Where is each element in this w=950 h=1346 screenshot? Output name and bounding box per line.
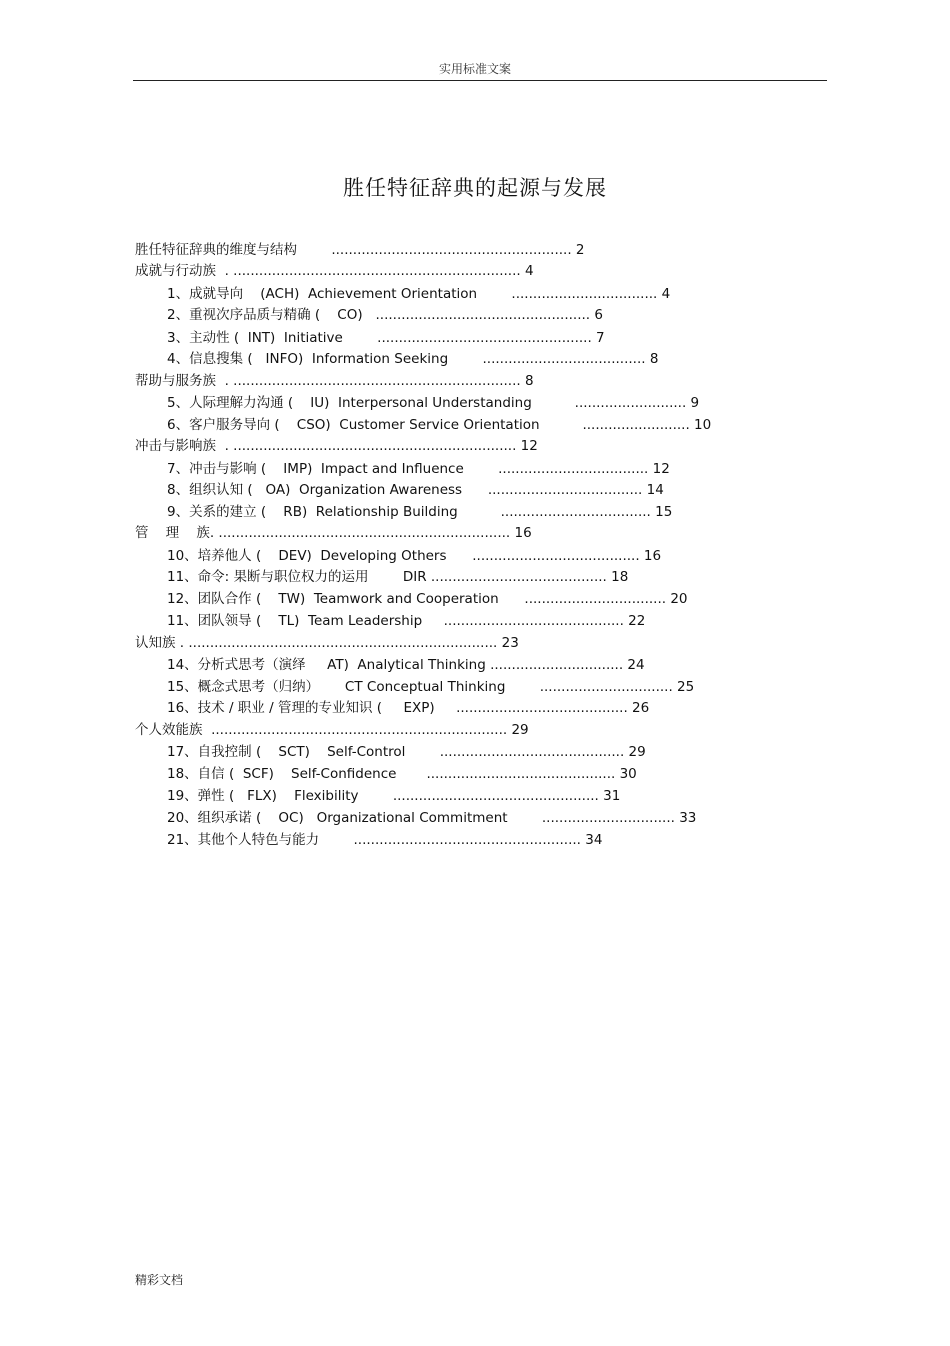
toc-entry[interactable]: 5、人际理解力沟通 ( IU) Interpersonal Understanding .......................... 9 xyxy=(167,395,700,411)
toc-section[interactable]: 胜任特征辞典的维度与结构 ........................................................ 2 xyxy=(135,242,585,258)
toc-entry[interactable]: 3、主动性 ( INT) Initiative .................................................. 7 xyxy=(167,330,605,346)
page-header: 实用标准文案 xyxy=(438,62,511,76)
toc-section[interactable]: 个人效能族 ..................................................................... 29 xyxy=(135,722,529,738)
toc-entry[interactable]: 4、信息搜集 ( INFO) Information Seeking ...................................... 8 xyxy=(167,351,659,367)
page-footer: 精彩文档 xyxy=(135,1273,184,1287)
toc-entry[interactable]: 11、命令: 果断与职位权力的运用 DIR ......................................... 18 xyxy=(167,569,629,585)
header-rule xyxy=(133,80,827,81)
toc-section[interactable]: 管 理 族. .................................................................... 16 xyxy=(135,525,532,541)
toc-entry[interactable]: 2、重视次序品质与精确 ( CO) .................................................. 6 xyxy=(167,307,603,323)
toc-section[interactable]: 认知族 . ........................................................................ 23 xyxy=(135,635,519,651)
toc-entry[interactable]: 19、弹性 ( FLX) Flexibility ................................................ 31 xyxy=(167,788,621,804)
toc-entry[interactable]: 8、组织认知 ( OA) Organization Awareness .................................... 14 xyxy=(167,482,664,498)
toc-section[interactable]: 冲击与影响族 . .................................................................. 12 xyxy=(135,438,538,454)
toc-entry[interactable]: 1、成就导向 (ACH) Achievement Orientation .................................. 4 xyxy=(167,286,671,302)
toc-entry[interactable]: 18、自信 ( SCF) Self-Confidence ............................................ 30 xyxy=(167,766,637,782)
toc-entry[interactable]: 17、自我控制 ( SCT) Self-Control ........................................... 29 xyxy=(167,744,646,760)
toc-entry[interactable]: 15、概念式思考（归纳） CT Conceptual Thinking ............................... 25 xyxy=(167,679,695,695)
toc-entry[interactable]: 12、团队合作 ( TW) Teamwork and Cooperation ................................. 20 xyxy=(167,591,688,607)
toc-entry[interactable]: 21、其他个人特色与能力 ..................................................... 34 xyxy=(167,832,603,848)
toc-entry[interactable]: 16、技术 / 职业 / 管理的专业知识 ( EXP) ........................................ 26 xyxy=(167,700,650,716)
toc-entry[interactable]: 6、客户服务导向 ( CSO) Customer Service Orientation ......................... 10 xyxy=(167,417,712,433)
toc-section[interactable]: 帮助与服务族 . ................................................................... 8 xyxy=(135,373,534,389)
toc-entry[interactable]: 20、组织承诺 ( OC) Organizational Commitment ............................... 33 xyxy=(167,810,697,826)
toc-entry[interactable]: 9、关系的建立 ( RB) Relationship Building ................................... 15 xyxy=(167,504,673,520)
toc-entry[interactable]: 11、团队领导 ( TL) Team Leadership .......................................... 22 xyxy=(167,613,646,629)
page-title: 胜任特征辞典的起源与发展 xyxy=(343,176,607,200)
toc-entry[interactable]: 14、分析式思考（演绎 AT) Analytical Thinking ............................... 24 xyxy=(167,657,645,673)
toc-entry[interactable]: 10、培养他人 ( DEV) Developing Others ....................................... 16 xyxy=(167,548,662,564)
toc-section[interactable]: 成就与行动族 . ................................................................... 4 xyxy=(135,263,534,279)
toc-entry[interactable]: 7、冲击与影响 ( IMP) Impact and Influence ................................... 12 xyxy=(167,461,670,477)
